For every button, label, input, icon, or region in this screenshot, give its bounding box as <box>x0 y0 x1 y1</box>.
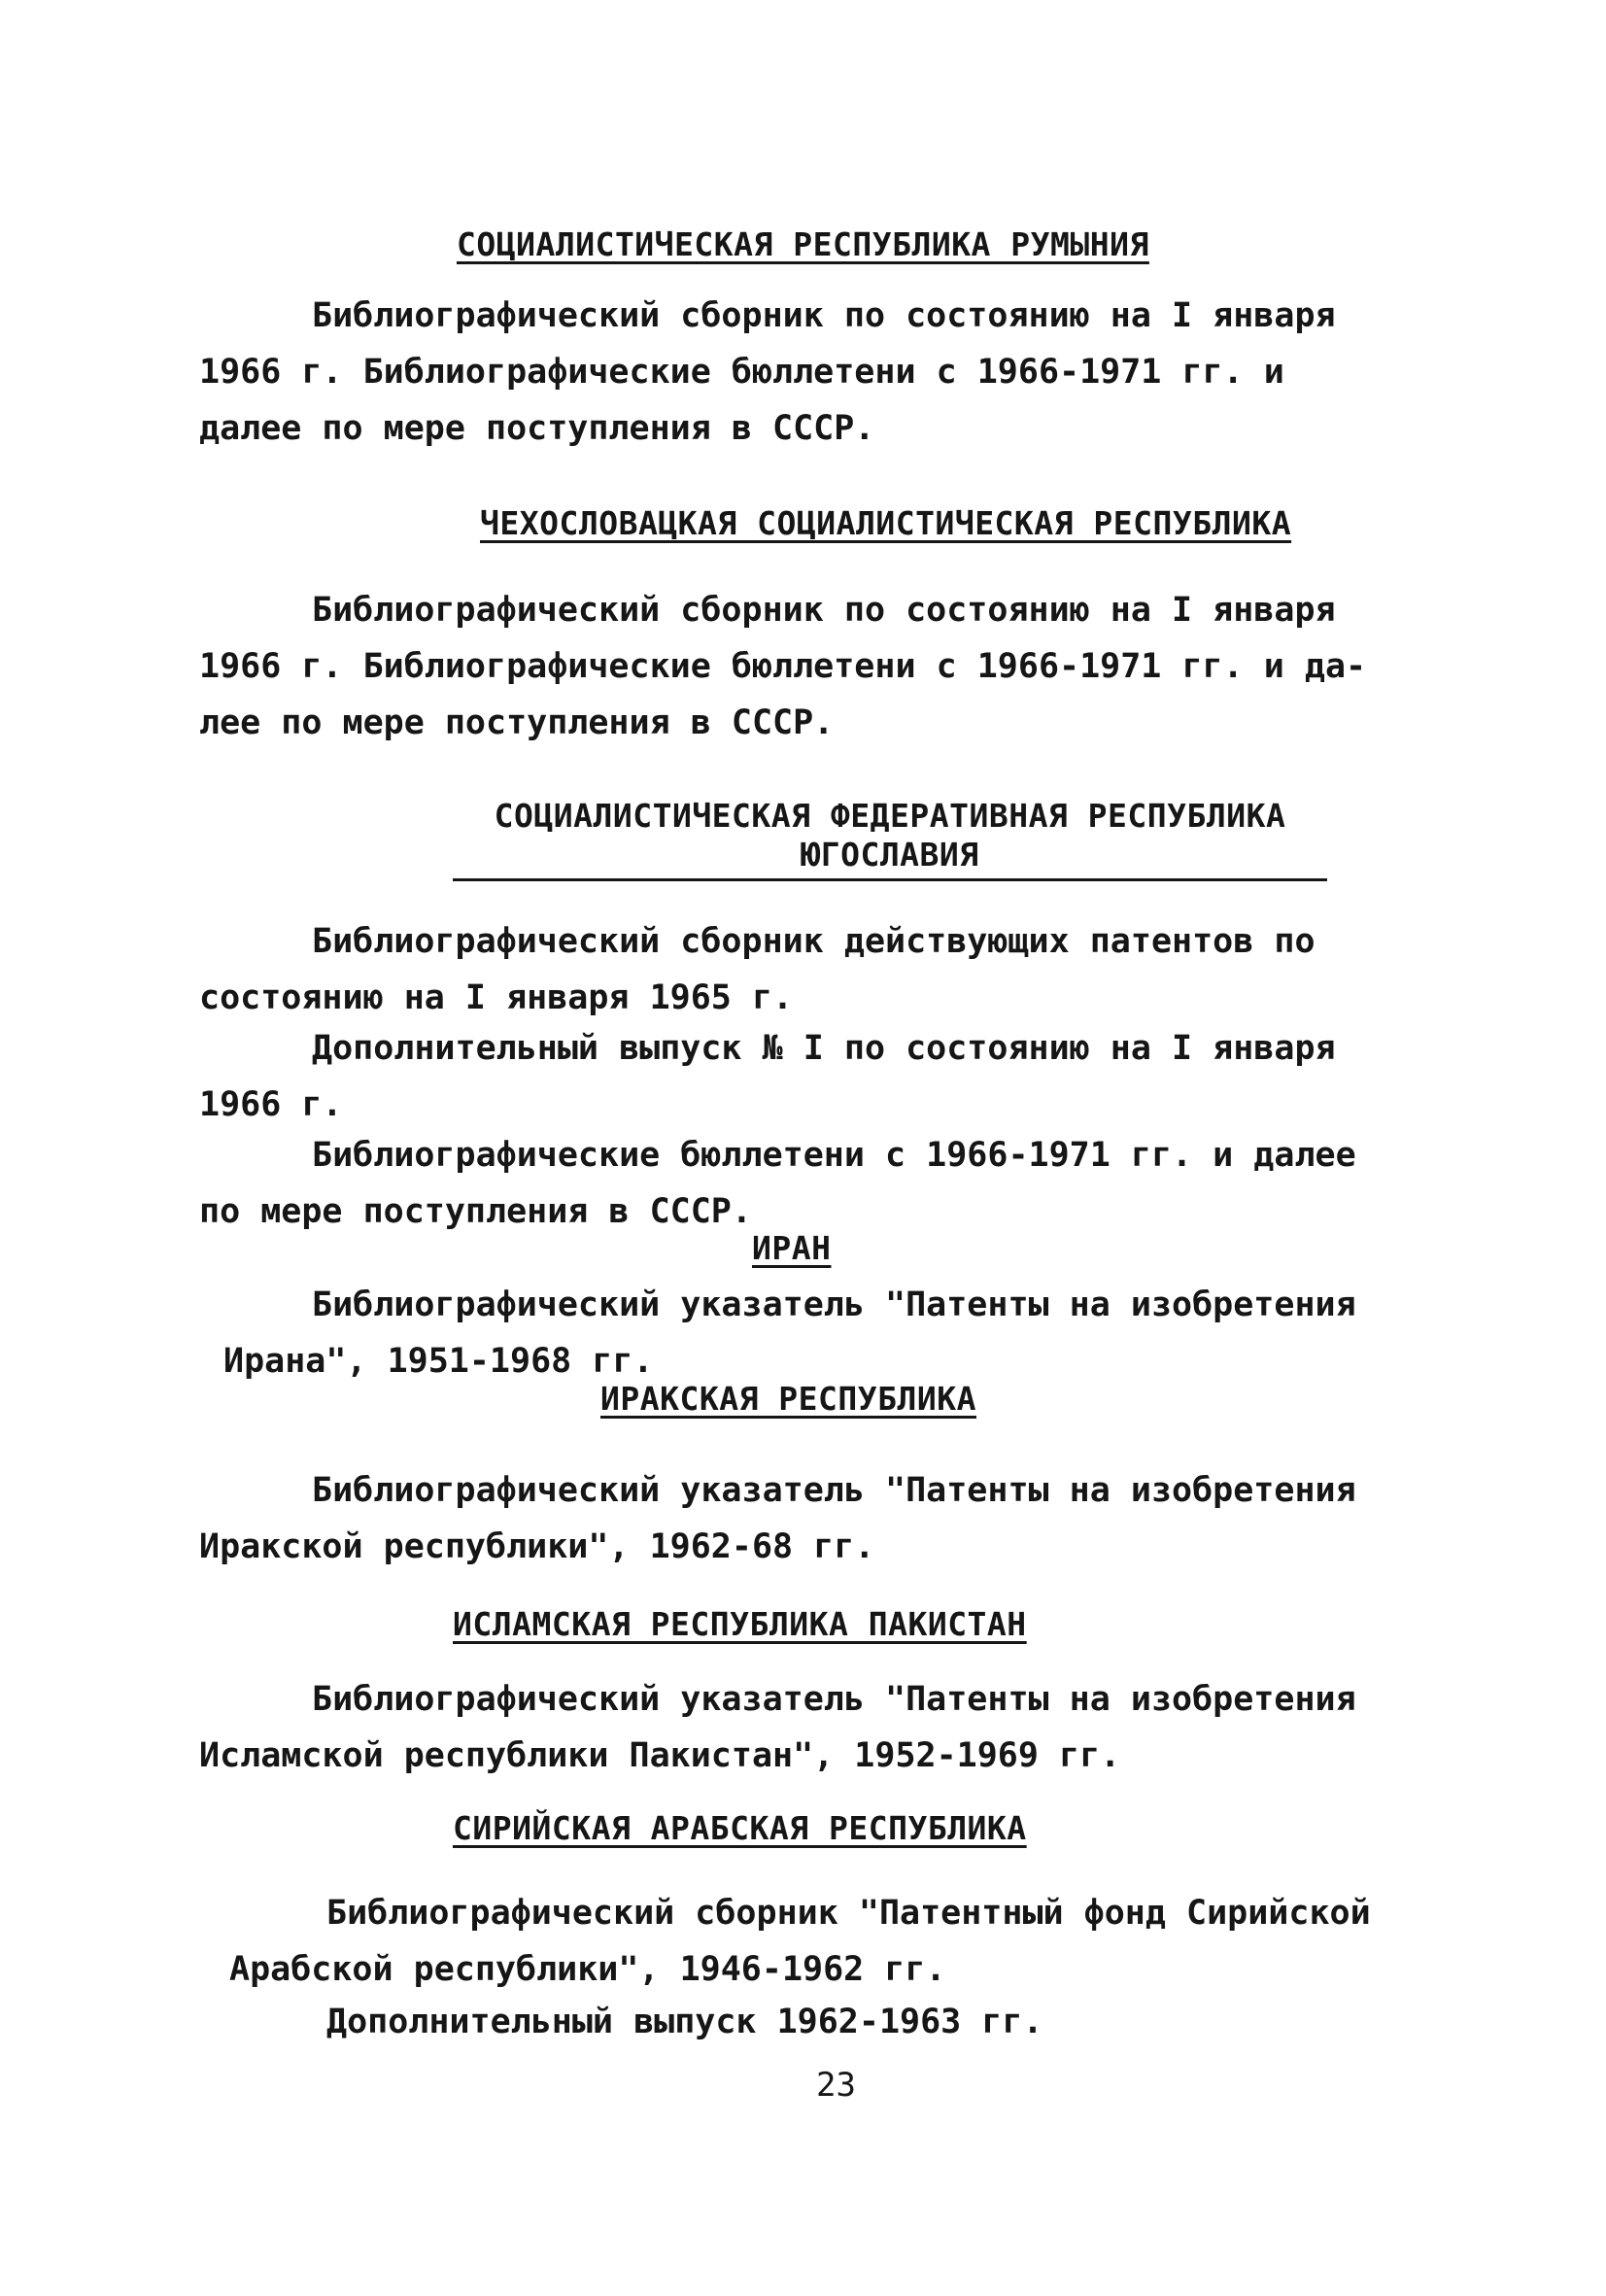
page-number: 23 <box>816 2066 856 2105</box>
section-heading-syria: СИРИЙСКАЯ АРАБСКАЯ РЕСПУБЛИКА <box>453 1809 1027 1847</box>
text-line: Библиографический сборник по состоянию на I января <box>312 296 1336 335</box>
section-heading-iran: ИРАН <box>752 1229 832 1267</box>
paragraph-romania <box>199 288 1336 457</box>
text-line: 1966 г. Библиографические бюллетени с 1966-1971 гг. и да- <box>199 647 1367 686</box>
section-heading-pakistan: ИСЛАМСКАЯ РЕСПУБЛИКА ПАКИСТАН <box>453 1605 1027 1643</box>
paragraph-yugoslavia-1 <box>199 913 1316 1026</box>
text-line: 1966 г. Библиографические бюллетени с 1966-1971 гг. и <box>199 353 1284 392</box>
section-heading-czechoslovakia: ЧЕХОСЛОВАЦКАЯ СОЦИАЛИСТИЧЕСКАЯ РЕСПУБЛИКА <box>480 504 1292 542</box>
paragraph-iraq <box>199 1462 1356 1575</box>
text-line: по мере поступления в СССР. <box>199 1192 752 1231</box>
paragraph-yugoslavia-3 <box>199 1127 1356 1240</box>
text-line: Библиографический сборник по состоянию на I января <box>312 591 1336 630</box>
paragraph-syria-1 <box>229 1885 1371 1998</box>
paragraph-czechoslovakia <box>199 582 1366 751</box>
heading-line: ЮГОСЛАВИЯ <box>801 836 979 874</box>
section-heading-romania: СОЦИАЛИСТИЧЕСКАЯ РЕСПУБЛИКА РУМЫНИЯ <box>457 225 1149 263</box>
text-line: Ирана", 1951-1968 гг. <box>223 1342 654 1381</box>
heading-line: СОЦИАЛИСТИЧЕСКАЯ ФЕДЕРАТИВНАЯ РЕСПУБЛИКА <box>494 797 1286 835</box>
paragraph-pakistan <box>199 1671 1356 1784</box>
text-line: Библиографический указатель "Патенты на изобретения <box>312 1680 1356 1719</box>
text-line: Исламской республики Пакистан", 1952-1969 гг. <box>199 1736 1121 1775</box>
section-heading-yugoslavia <box>453 797 1327 881</box>
text-line: Арабской республики", 1946-1962 гг. <box>229 1950 946 1989</box>
paragraph-iran <box>223 1277 1356 1389</box>
paragraph-yugoslavia-2 <box>199 1020 1336 1133</box>
text-line: Иракской республики", 1962-68 гг. <box>199 1527 875 1566</box>
text-line: Дополнительный выпуск 1962-1963 гг. <box>326 2003 1043 2041</box>
paragraph-syria-2 <box>326 1994 1043 2050</box>
text-line: Дополнительный выпуск № I по состоянию на I января <box>312 1029 1336 1068</box>
text-line: состоянию на I января 1965 г. <box>199 978 794 1017</box>
heading-underline <box>453 878 1327 881</box>
text-line: 1966 г. <box>199 1085 343 1124</box>
section-heading-iraq: ИРАКСКАЯ РЕСПУБЛИКА <box>600 1380 976 1418</box>
text-line: Библиографические бюллетени с 1966-1971 гг. и далее <box>312 1136 1356 1175</box>
text-line: далее по мере поступления в СССР. <box>199 409 875 448</box>
text-line: Библиографический сборник "Патентный фонд Сирийской <box>326 1894 1371 1933</box>
text-line: лее по мере поступления в СССР. <box>199 703 835 742</box>
text-line: Библиографический указатель "Патенты на изобретения <box>312 1471 1356 1510</box>
text-line: Библиографический сборник действующих патентов по <box>312 922 1316 961</box>
text-line: Библиографический указатель "Патенты на изобретения <box>312 1285 1356 1324</box>
